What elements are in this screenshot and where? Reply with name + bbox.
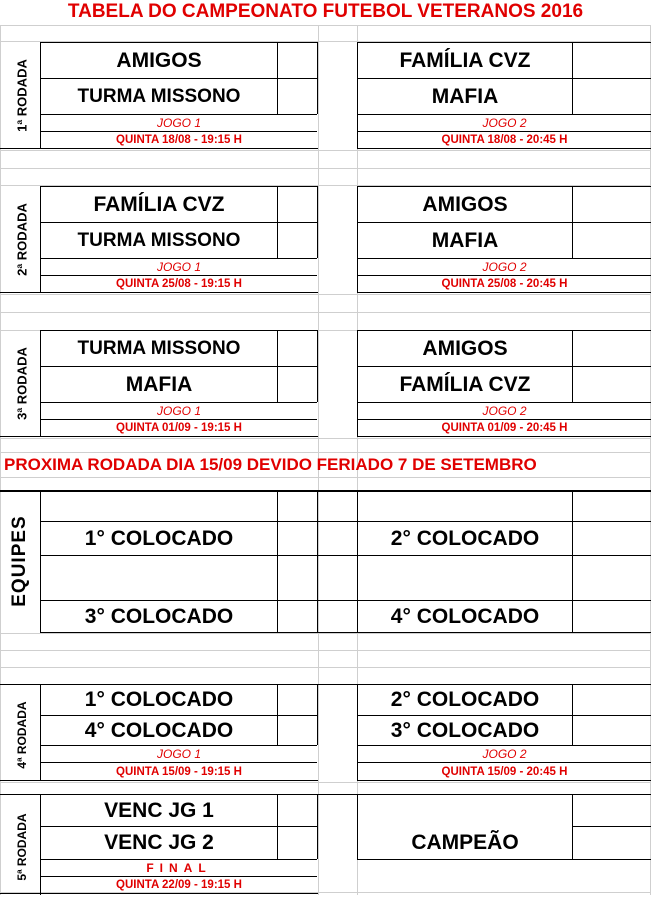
team-name: AMIGOS <box>116 48 202 72</box>
game-schedule: QUINTA 01/09 - 20:45 H <box>441 422 568 434</box>
game-label: JOGO 1 <box>156 260 201 274</box>
team-name: VENC JG 2 <box>104 831 214 854</box>
game-label: JOGO 2 <box>482 747 527 761</box>
game-schedule: QUINTA 15/09 - 19:15 H <box>116 765 242 778</box>
team-name: TURMA MISSONO <box>77 229 241 251</box>
round-label: 4ª RODADA <box>15 701 29 769</box>
page-title: TABELA DO CAMPEONATO FUTEBOL VETERANOS 2016 <box>67 1 584 22</box>
team-name: TURMA MISSONO <box>77 337 241 359</box>
game-schedule: QUINTA 18/08 - 20:45 H <box>441 134 568 146</box>
team-name: 1° COLOCADO <box>84 688 234 711</box>
team-name: MAFIA <box>125 372 193 396</box>
team-name: 3° COLOCADO <box>84 604 234 628</box>
game-label: JOGO 1 <box>156 116 201 130</box>
team-name: MAFIA <box>431 228 499 252</box>
team-name: AMIGOS <box>422 336 508 360</box>
team-name: 4° COLOCADO <box>390 604 540 628</box>
game-label: JOGO 2 <box>482 260 527 274</box>
team-name: VENC JG 1 <box>104 798 214 822</box>
game-label: JOGO 2 <box>482 116 527 130</box>
team-name: 2° COLOCADO <box>390 688 540 711</box>
game-label: JOGO 2 <box>482 404 527 418</box>
final-label: FINAL <box>146 861 212 875</box>
champion-label: CAMPEÃO <box>411 831 519 854</box>
team-name: FAMÍLIA CVZ <box>399 372 531 396</box>
team-name: 2° COLOCADO <box>390 526 540 550</box>
game-schedule: QUINTA 18/08 - 19:15 H <box>116 134 242 146</box>
round-label: 1ª RODADA <box>14 59 30 132</box>
game-label: JOGO 1 <box>156 404 201 418</box>
team-name: TURMA MISSONO <box>77 85 241 107</box>
team-name: AMIGOS <box>422 192 508 216</box>
round-label: 3ª RODADA <box>14 347 30 420</box>
round-label: 5ª RODADA <box>15 813 29 881</box>
game-schedule: QUINTA 25/08 - 19:15 H <box>116 278 242 290</box>
team-name: 4° COLOCADO <box>84 718 234 742</box>
notice-text: PROXIMA RODADA DIA 15/09 DEVIDO FERIADO 7 DE SETEMBRO <box>4 455 537 474</box>
team-name: 3° COLOCADO <box>390 718 540 742</box>
game-schedule: QUINTA 01/09 - 19:15 H <box>116 422 242 434</box>
game-schedule: QUINTA 25/08 - 20:45 H <box>441 278 568 290</box>
game-schedule: QUINTA 15/09 - 20:45 H <box>441 765 568 778</box>
team-name: MAFIA <box>431 84 499 108</box>
equipes-label: EQUIPES <box>9 515 30 607</box>
team-name: FAMÍLIA CVZ <box>399 48 531 72</box>
game-schedule: QUINTA 22/09 - 19:15 H <box>116 879 242 891</box>
team-name: FAMÍLIA CVZ <box>93 192 225 216</box>
round-label: 2ª RODADA <box>14 203 30 276</box>
game-label: JOGO 1 <box>156 747 201 761</box>
team-name: 1° COLOCADO <box>84 526 234 550</box>
